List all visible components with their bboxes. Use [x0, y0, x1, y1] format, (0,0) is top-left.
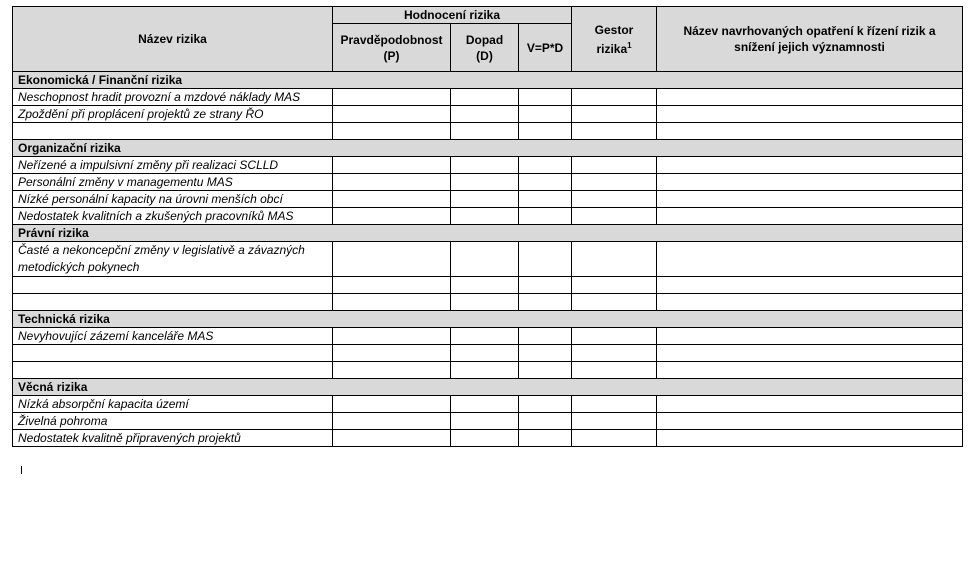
value-cell[interactable]	[519, 174, 572, 191]
probability-cell[interactable]	[333, 294, 451, 311]
text-cursor	[21, 466, 22, 474]
impact-cell[interactable]	[451, 174, 519, 191]
risk-name-cell[interactable]	[13, 277, 333, 294]
measures-cell[interactable]	[657, 174, 963, 191]
probability-cell[interactable]	[333, 123, 451, 140]
risk-name-cell: Neřízené a impulsivní změny při realizaci SCLLD	[13, 157, 333, 174]
measures-cell[interactable]	[657, 345, 963, 362]
impact-cell[interactable]	[451, 277, 519, 294]
measures-cell[interactable]	[657, 294, 963, 311]
owner-cell[interactable]	[572, 242, 657, 277]
value-cell[interactable]	[519, 430, 572, 447]
measures-cell[interactable]	[657, 413, 963, 430]
probability-cell[interactable]	[333, 277, 451, 294]
measures-cell[interactable]	[657, 430, 963, 447]
header-owner-line2: rizika	[596, 41, 628, 56]
measures-cell[interactable]	[657, 191, 963, 208]
owner-cell[interactable]	[572, 277, 657, 294]
risk-table-body	[13, 72, 963, 447]
value-cell[interactable]	[519, 362, 572, 379]
impact-cell[interactable]	[451, 413, 519, 430]
table-row	[13, 174, 963, 191]
section-row	[13, 311, 963, 328]
owner-cell[interactable]	[572, 123, 657, 140]
measures-cell[interactable]	[657, 328, 963, 345]
risk-name-cell[interactable]	[13, 294, 333, 311]
probability-cell[interactable]	[333, 191, 451, 208]
impact-cell[interactable]	[451, 157, 519, 174]
impact-cell[interactable]	[451, 294, 519, 311]
value-cell[interactable]	[519, 294, 572, 311]
table-row	[13, 396, 963, 413]
section-row	[13, 225, 963, 242]
header-impact-line2: (D)	[476, 48, 493, 63]
table-row	[13, 123, 963, 140]
header-impact	[451, 24, 519, 72]
impact-cell[interactable]	[451, 328, 519, 345]
value-cell[interactable]	[519, 89, 572, 106]
header-probability-line1: Pravděpodobnost	[340, 32, 443, 47]
measures-cell[interactable]	[657, 89, 963, 106]
table-row	[13, 157, 963, 174]
owner-cell[interactable]	[572, 430, 657, 447]
owner-cell[interactable]	[572, 362, 657, 379]
measures-cell[interactable]	[657, 157, 963, 174]
owner-cell[interactable]	[572, 174, 657, 191]
risk-name-cell: Personální změny v managementu MAS	[13, 174, 333, 191]
owner-cell[interactable]	[572, 191, 657, 208]
probability-cell[interactable]	[333, 413, 451, 430]
table-row	[13, 413, 963, 430]
probability-cell[interactable]	[333, 208, 451, 225]
section-title: Organizační rizika	[13, 140, 963, 157]
risk-name-cell: Nedostatek kvalitně připravených projektů	[13, 430, 333, 447]
section-title: Technická rizika	[13, 311, 963, 328]
table-row	[13, 362, 963, 379]
table-row	[13, 430, 963, 447]
header-impact-line1: Dopad	[465, 32, 504, 47]
probability-cell[interactable]	[333, 242, 451, 277]
owner-cell[interactable]	[572, 157, 657, 174]
value-cell[interactable]	[519, 396, 572, 413]
measures-cell[interactable]	[657, 396, 963, 413]
header-probability-line2: (P)	[383, 48, 400, 63]
value-cell[interactable]	[519, 413, 572, 430]
measures-cell[interactable]	[657, 106, 963, 123]
risk-table	[12, 6, 963, 447]
table-row	[13, 191, 963, 208]
risk-name-cell: Nedostatek kvalitních a zkušených pracovníků MAS	[13, 208, 333, 225]
table-row	[13, 345, 963, 362]
section-row	[13, 140, 963, 157]
table-row	[13, 106, 963, 123]
risk-name-cell: Živelná pohroma	[13, 413, 333, 430]
header-measures: Název navrhovaných opatření k řízení rizik a snížení jejich významnosti	[657, 7, 963, 72]
risk-name-cell: Nízké personální kapacity na úrovni menších obcí	[13, 191, 333, 208]
owner-cell[interactable]	[572, 345, 657, 362]
measures-cell[interactable]	[657, 208, 963, 225]
section-row	[13, 72, 963, 89]
header-risk-owner	[572, 7, 657, 72]
owner-cell[interactable]	[572, 89, 657, 106]
impact-cell[interactable]	[451, 89, 519, 106]
owner-cell[interactable]	[572, 106, 657, 123]
header-probability	[333, 24, 451, 72]
risk-name-cell[interactable]	[13, 362, 333, 379]
impact-cell[interactable]	[451, 106, 519, 123]
owner-cell[interactable]	[572, 328, 657, 345]
owner-cell[interactable]	[572, 294, 657, 311]
footnote-marker: 1	[627, 40, 632, 50]
section-title: Věcná rizika	[13, 379, 963, 396]
header-owner-line1: Gestor	[594, 22, 634, 37]
value-cell[interactable]	[519, 277, 572, 294]
impact-cell[interactable]	[451, 430, 519, 447]
section-title: Právní rizika	[13, 225, 963, 242]
value-cell[interactable]	[519, 345, 572, 362]
measures-cell[interactable]	[657, 123, 963, 140]
probability-cell[interactable]	[333, 396, 451, 413]
table-row	[13, 277, 963, 294]
value-cell[interactable]	[519, 106, 572, 123]
impact-cell[interactable]	[451, 191, 519, 208]
measures-cell[interactable]	[657, 242, 963, 277]
impact-cell[interactable]	[451, 345, 519, 362]
value-cell[interactable]	[519, 157, 572, 174]
probability-cell[interactable]	[333, 174, 451, 191]
measures-cell[interactable]	[657, 362, 963, 379]
risk-name-cell: Neschopnost hradit provozní a mzdové náklady MAS	[13, 89, 333, 106]
impact-cell[interactable]	[451, 242, 519, 277]
risk-name-cell[interactable]	[13, 123, 333, 140]
probability-cell[interactable]	[333, 157, 451, 174]
value-cell[interactable]	[519, 191, 572, 208]
probability-cell[interactable]	[333, 430, 451, 447]
table-row	[13, 242, 963, 277]
section-title: Ekonomická / Finanční rizika	[13, 72, 963, 89]
table-row	[13, 294, 963, 311]
risk-name-cell: Nízká absorpční kapacita území	[13, 396, 333, 413]
section-row	[13, 379, 963, 396]
value-cell[interactable]	[519, 328, 572, 345]
probability-cell[interactable]	[333, 89, 451, 106]
probability-cell[interactable]	[333, 345, 451, 362]
table-row	[13, 328, 963, 345]
measures-cell[interactable]	[657, 277, 963, 294]
owner-cell[interactable]	[572, 208, 657, 225]
risk-name-cell: Časté a nekoncepční změny v legislativě a závazných metodických pokynech	[13, 242, 333, 277]
impact-cell[interactable]	[451, 362, 519, 379]
probability-cell[interactable]	[333, 328, 451, 345]
probability-cell[interactable]	[333, 362, 451, 379]
impact-cell[interactable]	[451, 123, 519, 140]
probability-cell[interactable]	[333, 106, 451, 123]
impact-cell[interactable]	[451, 396, 519, 413]
header-risk-evaluation: Hodnocení rizika	[333, 7, 572, 24]
owner-cell[interactable]	[572, 413, 657, 430]
header-risk-name: Název rizika	[13, 7, 333, 72]
table-row	[13, 89, 963, 106]
risk-name-cell: Nevyhovující zázemí kanceláře MAS	[13, 328, 333, 345]
impact-cell[interactable]	[451, 208, 519, 225]
value-cell[interactable]	[519, 242, 572, 277]
owner-cell[interactable]	[572, 396, 657, 413]
value-cell[interactable]	[519, 123, 572, 140]
value-cell[interactable]	[519, 208, 572, 225]
table-row	[13, 208, 963, 225]
risk-name-cell: Zpoždění při proplácení projektů ze strany ŘO	[13, 106, 333, 123]
risk-name-cell[interactable]	[13, 345, 333, 362]
header-value: V=P*D	[519, 24, 572, 72]
